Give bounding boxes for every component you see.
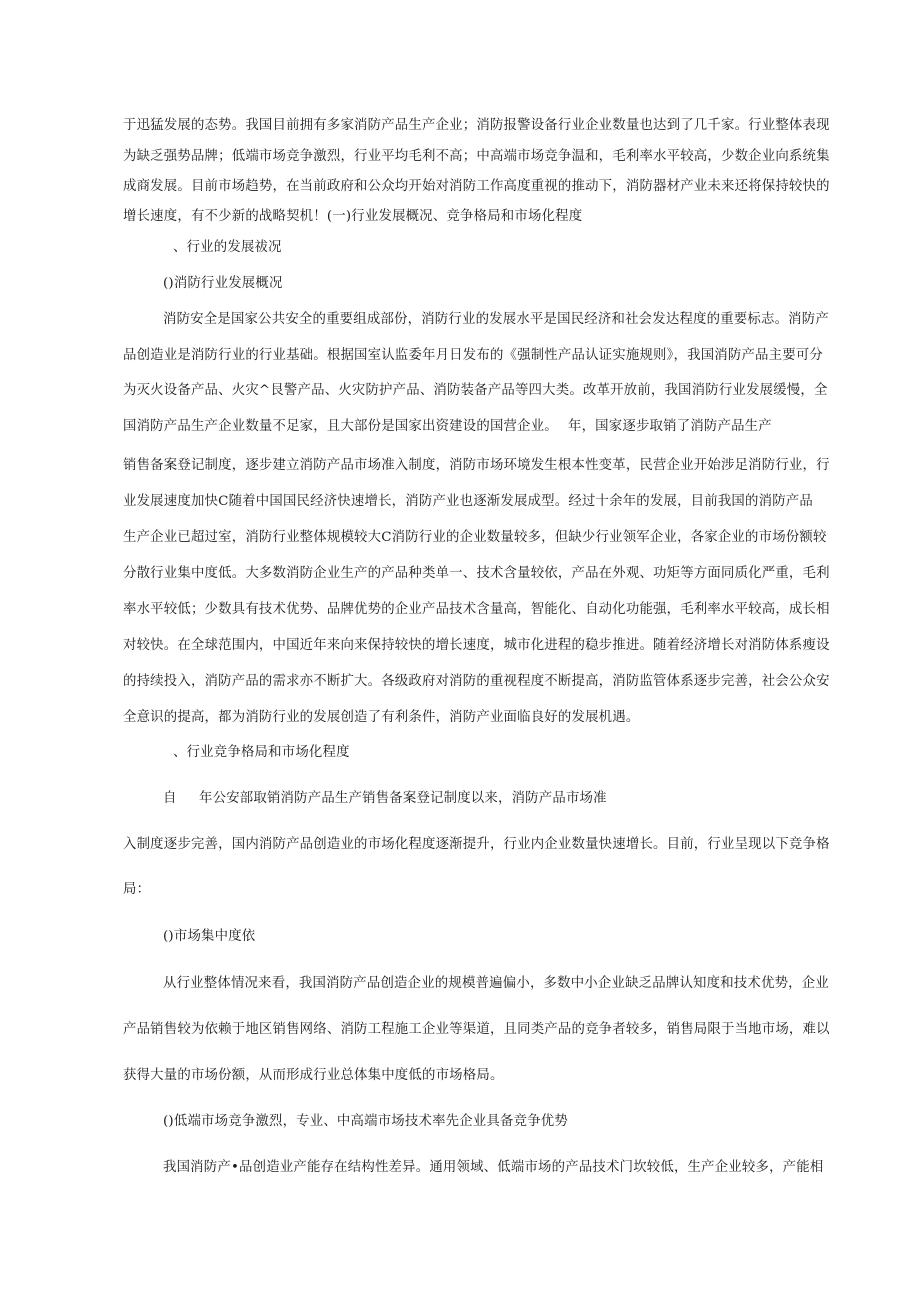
paragraph-line: 产品销售较为依赖于地区销售网络、消防工程施工企业等渠道，且同类产品的竞争者较多，销售局限于当地市场，难以 <box>123 1022 830 1037</box>
subsection-heading: ()低端市场竞争激烈，专业、中高端市场技术率先企业具备竞争优势 <box>163 1114 568 1129</box>
paragraph-line: 全意识的提高，都为消防行业的发展创造了有利条件，消防产业面临良好的发展机遇。 <box>123 710 640 725</box>
paragraph-line: 我国消防产•品创造业产能存在结构性差异。通用领域、低端市场的产品技术门坎较低，生产企业较多，产能相 <box>163 1160 824 1175</box>
paragraph-line: 从行业整体情况来看，我国消防产品创造企业的规模普遍偏小，多数中小企业缺乏品牌认知度和技术优势，企业 <box>163 976 829 991</box>
subsection-heading: ()市场集中度依 <box>163 929 256 944</box>
paragraph-line: 国消防产品生产企业数量不足家，且大部份是国家出资建设的国营企业。 <box>123 419 558 434</box>
paragraph-line: 品创造业是消防行业的行业基础。根据国室认监委年月日发布的《强制性产品认证实施规则》，我国消防产品主要可分 <box>123 348 824 363</box>
paragraph-line: 成商发展。目前市场趋势，在当前政府和公众均开始对消防工作高度重视的推动下，消防器材产业未来还将保持较快的 <box>123 179 830 194</box>
paragraph-line: 年，国家逐步取销了消防产品生产 <box>568 419 772 434</box>
section-heading: 、行业的发展祓况 <box>173 240 282 255</box>
paragraph-line: 生产企业已超过室，消防行业整体规模较大C消防行业的企业数量较多，但缺少行业领军企业，各家企业的市场份额较 <box>123 530 827 545</box>
paragraph-line: 局： <box>123 882 151 897</box>
paragraph-line: 对较快。在全球范围内，中国近年来向来保持较快的增长速度，城市化进程的稳步推进。随着经济增长对消防体系瘦设 <box>123 638 830 653</box>
paragraph-line: 率水平较低；少数具有技术优势、品牌优势的企业产品技术含量高，智能化、自动化功能强，毛利率水平较高，成长相 <box>123 602 830 617</box>
paragraph-line: 分散行业集中度低。大多数消防企业生产的产品种类单一、技术含量较依，产品在外观、功矩等方面同质化严重，毛利 <box>123 566 830 581</box>
paragraph-line: 消防安全是国家公共安全的重要组成部份，消防行业的发展水平是国民经济和社会发达程度的重要标志。消防产 <box>163 312 829 327</box>
paragraph-line: 于迅猛发展的态势。我国目前拥有多家消防产品生产企业；消防报警设备行业企业数量也达到了几千家。行业整体表现 <box>123 118 830 133</box>
paragraph-line: 的持续投入，消防产品的需求亦不断扩大。各级政府对消防的重视程度不断提高，消防监管体系逐步完善，社会公众安 <box>123 674 830 689</box>
subsection-heading: ()消防行业发展概况 <box>163 276 283 291</box>
section-heading: 、行业竞争格局和市场化程度 <box>173 745 350 760</box>
paragraph-line: 自 <box>163 791 177 806</box>
paragraph-line: 为缺乏强势品牌；低端市场竞争激烈，行业平均毛利不高；中高端市场竞争温和，毛利率水平较高，少数企业向系统集 <box>123 149 830 164</box>
paragraph-line: 入制度逐步完善，国内消防产品创造业的市场化程度逐渐提升，行业内企业数量快速增长。目前，行业呈现以下竞争格 <box>123 837 830 852</box>
paragraph-line: 业发展速度加快C随着中国国民经济快速增长，消防产业也逐渐发展成型。经过十余年的发展，目前我国的消防产品 <box>123 494 813 509</box>
paragraph-line: 年公安部取销消防产品生产销售备案登记制度以来，消防产品市场准 <box>199 791 607 806</box>
paragraph-line: 销售备案登记制度，逐步建立消防产品市场准入制度，消防市场环境发生根本性变革，民营企业开始涉足消防行业，行 <box>123 458 830 473</box>
paragraph-line: 增长速度，有不少新的战略契机！(一)行业发展概况、竞争格局和市场化程度 <box>123 209 583 224</box>
paragraph-line: 获得大量的市场份额，从而形成行业总体集中度低的市场格局。 <box>123 1068 504 1083</box>
paragraph-line: 为灭火设备产品、火灾^艮警产品、火灾防护产品、消防装备产品等四大类。改革开放前，我国消防行业发展缓慢，全 <box>123 383 828 398</box>
